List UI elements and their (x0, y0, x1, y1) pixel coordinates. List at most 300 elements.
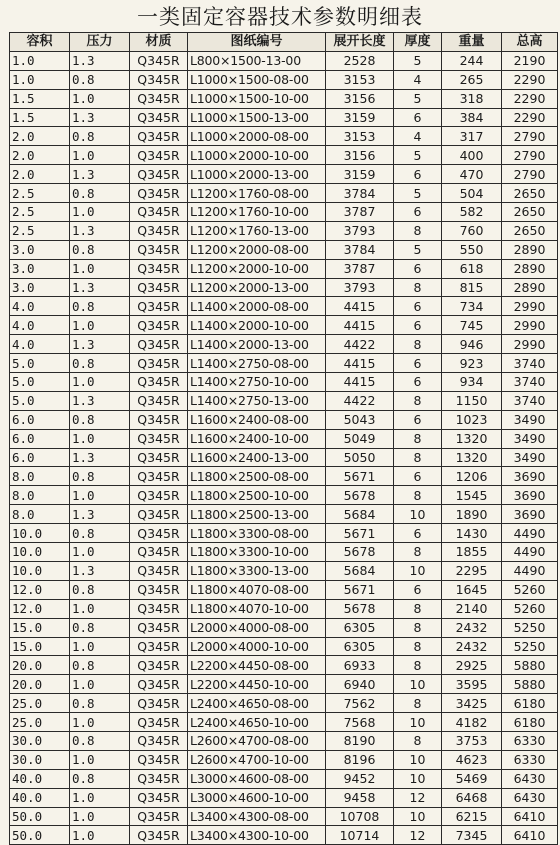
cell-pressure: 1.0 (70, 316, 130, 335)
cell-drawing-number: L3400×4300-08-00 (188, 807, 326, 826)
cell-volume: 12.0 (10, 599, 70, 618)
col-header-unfolded-length: 展开长度 (326, 33, 394, 52)
table-row (10, 807, 558, 826)
cell-volume: 1.5 (10, 89, 70, 108)
cell-unfolded-length: 8190 (326, 731, 394, 750)
cell-total-height: 6430 (502, 769, 558, 788)
cell-unfolded-length: 9452 (326, 769, 394, 788)
cell-thickness: 6 (394, 297, 442, 316)
cell-material: Q345R (130, 505, 188, 524)
cell-pressure: 0.8 (70, 70, 130, 89)
cell-volume: 8.0 (10, 467, 70, 486)
cell-material: Q345R (130, 354, 188, 373)
cell-thickness: 12 (394, 788, 442, 807)
cell-unfolded-length: 4415 (326, 373, 394, 392)
cell-pressure: 1.0 (70, 675, 130, 694)
cell-thickness: 6 (394, 108, 442, 127)
cell-total-height: 5880 (502, 656, 558, 675)
table-row (10, 221, 558, 240)
cell-thickness: 5 (394, 51, 442, 70)
col-header-pressure: 压力 (70, 33, 130, 52)
cell-pressure: 1.0 (70, 259, 130, 278)
cell-thickness: 6 (394, 410, 442, 429)
cell-unfolded-length: 5678 (326, 486, 394, 505)
cell-total-height: 5880 (502, 675, 558, 694)
cell-material: Q345R (130, 524, 188, 543)
cell-volume: 8.0 (10, 505, 70, 524)
cell-pressure: 0.8 (70, 184, 130, 203)
cell-weight: 1545 (442, 486, 502, 505)
table-row (10, 127, 558, 146)
cell-weight: 2432 (442, 637, 502, 656)
cell-thickness: 10 (394, 675, 442, 694)
cell-material: Q345R (130, 221, 188, 240)
table-row (10, 750, 558, 769)
table-row (10, 297, 558, 316)
table-row (10, 108, 558, 127)
table-row (10, 89, 558, 108)
cell-volume: 5.0 (10, 354, 70, 373)
cell-material: Q345R (130, 297, 188, 316)
cell-weight: 2140 (442, 599, 502, 618)
cell-total-height: 2790 (502, 146, 558, 165)
table-row (10, 240, 558, 259)
table-row (10, 656, 558, 675)
table-row (10, 146, 558, 165)
cell-drawing-number: L2600×4700-08-00 (188, 731, 326, 750)
col-header-weight: 重量 (442, 33, 502, 52)
cell-volume: 2.0 (10, 165, 70, 184)
cell-unfolded-length: 3787 (326, 259, 394, 278)
table-row (10, 335, 558, 354)
cell-weight: 384 (442, 108, 502, 127)
cell-total-height: 3690 (502, 505, 558, 524)
cell-drawing-number: L1600×2400-10-00 (188, 429, 326, 448)
cell-total-height: 4490 (502, 543, 558, 562)
cell-weight: 1645 (442, 580, 502, 599)
cell-total-height: 3490 (502, 410, 558, 429)
cell-unfolded-length: 10714 (326, 826, 394, 845)
cell-thickness: 6 (394, 580, 442, 599)
cell-pressure: 1.3 (70, 221, 130, 240)
cell-drawing-number: L1400×2750-08-00 (188, 354, 326, 373)
cell-volume: 2.5 (10, 221, 70, 240)
cell-pressure: 1.0 (70, 807, 130, 826)
cell-thickness: 8 (394, 637, 442, 656)
cell-total-height: 2650 (502, 221, 558, 240)
cell-volume: 2.5 (10, 184, 70, 203)
cell-thickness: 10 (394, 769, 442, 788)
cell-total-height: 5250 (502, 637, 558, 656)
cell-total-height: 2290 (502, 70, 558, 89)
cell-total-height: 2290 (502, 89, 558, 108)
cell-material: Q345R (130, 410, 188, 429)
cell-weight: 934 (442, 373, 502, 392)
cell-volume: 6.0 (10, 429, 70, 448)
cell-weight: 3753 (442, 731, 502, 750)
cell-thickness: 10 (394, 807, 442, 826)
cell-drawing-number: L1000×2000-08-00 (188, 127, 326, 146)
cell-pressure: 1.0 (70, 373, 130, 392)
table-row (10, 70, 558, 89)
cell-pressure: 1.0 (70, 713, 130, 732)
cell-drawing-number: L1000×1500-08-00 (188, 70, 326, 89)
col-header-total-height: 总高 (502, 33, 558, 52)
cell-drawing-number: L3000×4600-08-00 (188, 769, 326, 788)
cell-unfolded-length: 3793 (326, 221, 394, 240)
cell-drawing-number: L2000×4000-08-00 (188, 618, 326, 637)
cell-weight: 734 (442, 297, 502, 316)
table-row (10, 203, 558, 222)
cell-pressure: 0.8 (70, 410, 130, 429)
cell-unfolded-length: 6933 (326, 656, 394, 675)
cell-drawing-number: L2600×4700-10-00 (188, 750, 326, 769)
cell-material: Q345R (130, 429, 188, 448)
cell-thickness: 6 (394, 203, 442, 222)
cell-thickness: 12 (394, 826, 442, 845)
cell-volume: 3.0 (10, 240, 70, 259)
cell-unfolded-length: 7562 (326, 694, 394, 713)
table-row (10, 391, 558, 410)
table-row (10, 505, 558, 524)
table-row (10, 788, 558, 807)
cell-total-height: 6180 (502, 694, 558, 713)
cell-pressure: 1.0 (70, 637, 130, 656)
cell-unfolded-length: 5671 (326, 580, 394, 599)
cell-drawing-number: L1000×1500-10-00 (188, 89, 326, 108)
cell-volume: 6.0 (10, 410, 70, 429)
cell-drawing-number: L1400×2750-10-00 (188, 373, 326, 392)
cell-volume: 20.0 (10, 675, 70, 694)
cell-thickness: 5 (394, 184, 442, 203)
cell-pressure: 1.0 (70, 543, 130, 562)
cell-weight: 400 (442, 146, 502, 165)
cell-volume: 10.0 (10, 524, 70, 543)
cell-total-height: 6180 (502, 713, 558, 732)
cell-unfolded-length: 3793 (326, 278, 394, 297)
cell-weight: 1150 (442, 391, 502, 410)
table-row (10, 486, 558, 505)
cell-pressure: 0.8 (70, 731, 130, 750)
cell-thickness: 8 (394, 278, 442, 297)
cell-pressure: 0.8 (70, 524, 130, 543)
cell-drawing-number: L1800×2500-08-00 (188, 467, 326, 486)
cell-volume: 25.0 (10, 713, 70, 732)
cell-total-height: 6330 (502, 731, 558, 750)
cell-total-height: 2990 (502, 316, 558, 335)
cell-unfolded-length: 5043 (326, 410, 394, 429)
cell-unfolded-length: 7568 (326, 713, 394, 732)
cell-volume: 50.0 (10, 807, 70, 826)
cell-volume: 1.5 (10, 108, 70, 127)
cell-pressure: 1.3 (70, 51, 130, 70)
table-row (10, 826, 558, 845)
cell-drawing-number: L1200×2000-13-00 (188, 278, 326, 297)
cell-volume: 25.0 (10, 694, 70, 713)
cell-pressure: 1.0 (70, 429, 130, 448)
table-row (10, 618, 558, 637)
cell-weight: 7345 (442, 826, 502, 845)
cell-drawing-number: L1400×2000-13-00 (188, 335, 326, 354)
cell-volume: 2.5 (10, 203, 70, 222)
cell-material: Q345R (130, 713, 188, 732)
cell-total-height: 2990 (502, 297, 558, 316)
cell-thickness: 4 (394, 70, 442, 89)
cell-drawing-number: L1200×1760-08-00 (188, 184, 326, 203)
cell-weight: 4182 (442, 713, 502, 732)
cell-total-height: 2190 (502, 51, 558, 70)
cell-material: Q345R (130, 203, 188, 222)
cell-material: Q345R (130, 373, 188, 392)
cell-drawing-number: L1200×2000-08-00 (188, 240, 326, 259)
cell-volume: 30.0 (10, 750, 70, 769)
cell-thickness: 10 (394, 713, 442, 732)
cell-weight: 1206 (442, 467, 502, 486)
cell-drawing-number: L1800×3300-10-00 (188, 543, 326, 562)
cell-unfolded-length: 4415 (326, 316, 394, 335)
cell-pressure: 1.3 (70, 108, 130, 127)
cell-volume: 4.0 (10, 297, 70, 316)
cell-pressure: 0.8 (70, 580, 130, 599)
cell-volume: 20.0 (10, 656, 70, 675)
cell-thickness: 8 (394, 656, 442, 675)
cell-thickness: 4 (394, 127, 442, 146)
cell-drawing-number: L1400×2000-08-00 (188, 297, 326, 316)
table-row (10, 637, 558, 656)
cell-pressure: 0.8 (70, 694, 130, 713)
cell-volume: 8.0 (10, 486, 70, 505)
cell-unfolded-length: 5049 (326, 429, 394, 448)
table-row (10, 51, 558, 70)
table-row (10, 278, 558, 297)
cell-total-height: 3740 (502, 391, 558, 410)
cell-volume: 15.0 (10, 637, 70, 656)
cell-drawing-number: L1600×2400-13-00 (188, 448, 326, 467)
cell-weight: 265 (442, 70, 502, 89)
cell-drawing-number: L1800×2500-13-00 (188, 505, 326, 524)
cell-volume: 10.0 (10, 543, 70, 562)
cell-volume: 4.0 (10, 335, 70, 354)
cell-total-height: 2890 (502, 259, 558, 278)
cell-thickness: 8 (394, 335, 442, 354)
cell-drawing-number: L1000×2000-13-00 (188, 165, 326, 184)
table-row (10, 543, 558, 562)
cell-material: Q345R (130, 448, 188, 467)
cell-total-height: 2790 (502, 165, 558, 184)
cell-material: Q345R (130, 51, 188, 70)
cell-weight: 2925 (442, 656, 502, 675)
cell-pressure: 1.3 (70, 335, 130, 354)
col-header-thickness: 厚度 (394, 33, 442, 52)
table-row (10, 410, 558, 429)
cell-material: Q345R (130, 391, 188, 410)
cell-weight: 3425 (442, 694, 502, 713)
cell-thickness: 5 (394, 89, 442, 108)
cell-thickness: 8 (394, 448, 442, 467)
cell-material: Q345R (130, 335, 188, 354)
cell-total-height: 2990 (502, 335, 558, 354)
cell-weight: 470 (442, 165, 502, 184)
cell-material: Q345R (130, 146, 188, 165)
cell-weight: 318 (442, 89, 502, 108)
cell-pressure: 1.0 (70, 486, 130, 505)
cell-drawing-number: L1600×2400-08-00 (188, 410, 326, 429)
cell-volume: 5.0 (10, 391, 70, 410)
cell-material: Q345R (130, 637, 188, 656)
cell-total-height: 6430 (502, 788, 558, 807)
cell-volume: 2.0 (10, 127, 70, 146)
cell-unfolded-length: 2528 (326, 51, 394, 70)
cell-weight: 1320 (442, 429, 502, 448)
cell-total-height: 3740 (502, 354, 558, 373)
cell-thickness: 10 (394, 750, 442, 769)
cell-thickness: 8 (394, 221, 442, 240)
cell-pressure: 1.0 (70, 826, 130, 845)
cell-total-height: 2290 (502, 108, 558, 127)
cell-drawing-number: L1800×2500-10-00 (188, 486, 326, 505)
cell-drawing-number: L1800×4070-08-00 (188, 580, 326, 599)
cell-total-height: 2890 (502, 278, 558, 297)
cell-unfolded-length: 5684 (326, 505, 394, 524)
cell-material: Q345R (130, 618, 188, 637)
cell-unfolded-length: 4415 (326, 354, 394, 373)
cell-unfolded-length: 4422 (326, 335, 394, 354)
cell-weight: 1023 (442, 410, 502, 429)
cell-weight: 745 (442, 316, 502, 335)
cell-total-height: 6410 (502, 826, 558, 845)
cell-weight: 760 (442, 221, 502, 240)
cell-weight: 2295 (442, 561, 502, 580)
page-title: 一类固定容器技术参数明细表 (137, 5, 423, 29)
cell-total-height: 2890 (502, 240, 558, 259)
cell-total-height: 4490 (502, 561, 558, 580)
table-row (10, 373, 558, 392)
table-row (10, 731, 558, 750)
table-row (10, 448, 558, 467)
cell-unfolded-length: 5684 (326, 561, 394, 580)
cell-drawing-number: L2400×4650-08-00 (188, 694, 326, 713)
cell-material: Q345R (130, 675, 188, 694)
cell-thickness: 6 (394, 259, 442, 278)
cell-thickness: 6 (394, 165, 442, 184)
cell-pressure: 0.8 (70, 618, 130, 637)
cell-total-height: 3740 (502, 373, 558, 392)
table-row (10, 561, 558, 580)
cell-pressure: 1.0 (70, 788, 130, 807)
cell-unfolded-length: 3784 (326, 240, 394, 259)
cell-volume: 3.0 (10, 259, 70, 278)
cell-material: Q345R (130, 278, 188, 297)
cell-volume: 1.0 (10, 70, 70, 89)
cell-drawing-number: L2000×4000-10-00 (188, 637, 326, 656)
cell-pressure: 1.3 (70, 505, 130, 524)
cell-thickness: 6 (394, 354, 442, 373)
cell-unfolded-length: 5671 (326, 467, 394, 486)
cell-thickness: 10 (394, 561, 442, 580)
cell-thickness: 8 (394, 618, 442, 637)
cell-unfolded-length: 9458 (326, 788, 394, 807)
header-row (10, 33, 558, 52)
table-row (10, 599, 558, 618)
cell-material: Q345R (130, 240, 188, 259)
cell-weight: 923 (442, 354, 502, 373)
cell-total-height: 5250 (502, 618, 558, 637)
cell-material: Q345R (130, 259, 188, 278)
cell-material: Q345R (130, 108, 188, 127)
cell-total-height: 5260 (502, 599, 558, 618)
cell-pressure: 1.0 (70, 203, 130, 222)
cell-pressure: 0.8 (70, 240, 130, 259)
cell-unfolded-length: 10708 (326, 807, 394, 826)
cell-unfolded-length: 8196 (326, 750, 394, 769)
cell-pressure: 1.3 (70, 561, 130, 580)
cell-thickness: 5 (394, 146, 442, 165)
cell-unfolded-length: 3153 (326, 70, 394, 89)
cell-pressure: 1.3 (70, 448, 130, 467)
cell-weight: 6215 (442, 807, 502, 826)
cell-pressure: 1.0 (70, 89, 130, 108)
cell-total-height: 3690 (502, 486, 558, 505)
cell-weight: 815 (442, 278, 502, 297)
cell-unfolded-length: 3784 (326, 184, 394, 203)
cell-weight: 6468 (442, 788, 502, 807)
cell-volume: 1.0 (10, 51, 70, 70)
cell-pressure: 0.8 (70, 354, 130, 373)
cell-thickness: 8 (394, 731, 442, 750)
cell-weight: 550 (442, 240, 502, 259)
cell-thickness: 8 (394, 599, 442, 618)
cell-material: Q345R (130, 561, 188, 580)
cell-material: Q345R (130, 184, 188, 203)
cell-volume: 50.0 (10, 826, 70, 845)
cell-volume: 6.0 (10, 448, 70, 467)
table-row (10, 580, 558, 599)
cell-thickness: 8 (394, 391, 442, 410)
cell-drawing-number: L1000×1500-13-00 (188, 108, 326, 127)
cell-weight: 2432 (442, 618, 502, 637)
cell-pressure: 1.3 (70, 165, 130, 184)
cell-total-height: 5260 (502, 580, 558, 599)
cell-drawing-number: L1400×2750-13-00 (188, 391, 326, 410)
cell-volume: 10.0 (10, 561, 70, 580)
cell-volume: 30.0 (10, 731, 70, 750)
cell-pressure: 1.3 (70, 391, 130, 410)
cell-total-height: 6410 (502, 807, 558, 826)
cell-thickness: 6 (394, 316, 442, 335)
cell-volume: 3.0 (10, 278, 70, 297)
cell-pressure: 0.8 (70, 297, 130, 316)
table-row (10, 316, 558, 335)
cell-thickness: 8 (394, 486, 442, 505)
cell-weight: 618 (442, 259, 502, 278)
cell-total-height: 2650 (502, 203, 558, 222)
cell-volume: 15.0 (10, 618, 70, 637)
table-row (10, 354, 558, 373)
cell-weight: 582 (442, 203, 502, 222)
cell-material: Q345R (130, 127, 188, 146)
cell-unfolded-length: 6305 (326, 637, 394, 656)
cell-unfolded-length: 4415 (326, 297, 394, 316)
cell-material: Q345R (130, 769, 188, 788)
cell-thickness: 6 (394, 467, 442, 486)
cell-material: Q345R (130, 70, 188, 89)
cell-material: Q345R (130, 580, 188, 599)
table-body (10, 51, 558, 844)
cell-weight: 317 (442, 127, 502, 146)
cell-material: Q345R (130, 788, 188, 807)
cell-pressure: 0.8 (70, 127, 130, 146)
cell-material: Q345R (130, 165, 188, 184)
